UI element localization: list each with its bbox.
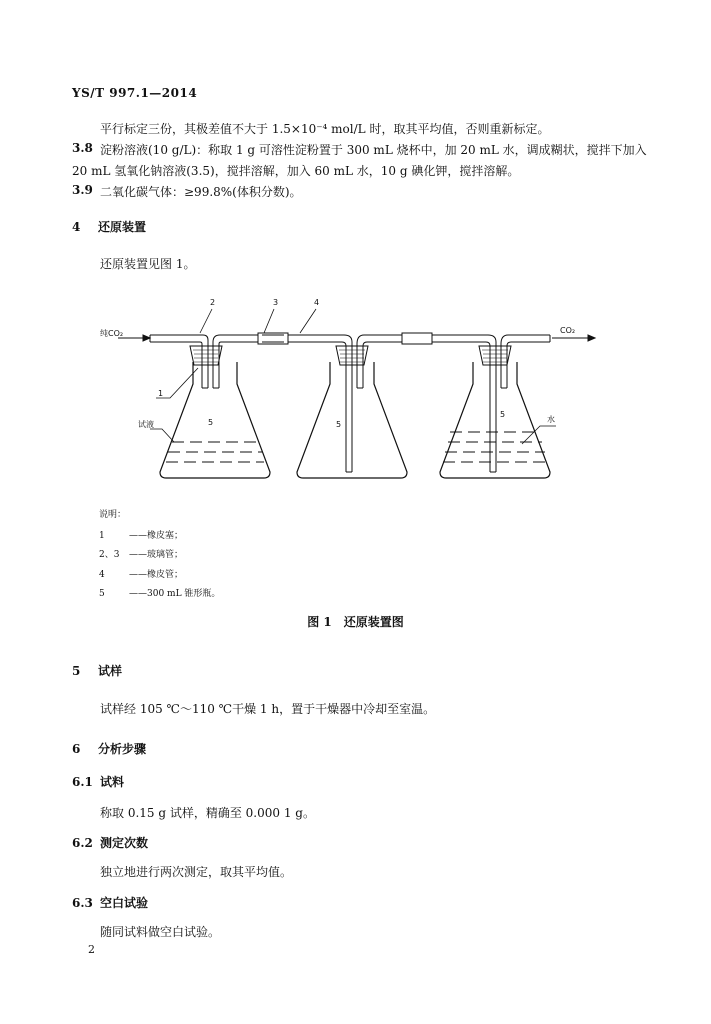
label-5c: 5	[500, 410, 506, 419]
section-4-number: 4	[72, 220, 81, 234]
subsection-6-1-text: 称取 0.15 g 试样，精确至 0.000 1 g。	[100, 806, 315, 820]
reduction-apparatus-diagram	[90, 292, 630, 492]
clause-3-8-line1: 淀粉溶液(10 g/L)：称取 1 g 可溶性淀粉置于 300 mL 烧杯中，加 20 mL 水，调成糊状，搅拌下加入	[100, 143, 647, 157]
label-3: 3	[273, 298, 279, 307]
label-sample: 试液	[138, 420, 154, 429]
legend-item: 5 ——300 mL 锥形瓶。	[99, 589, 221, 599]
section-5-text: 试样经 105 ℃～110 ℃干燥 1 h，置于干燥器中冷却至室温。	[100, 702, 436, 716]
label-2: 2	[210, 298, 216, 307]
clause-number-3-9: 3.9	[72, 183, 93, 197]
section-6-number: 6	[72, 742, 81, 756]
legend-item: 1 ——橡皮塞；	[99, 531, 184, 541]
label-1: 1	[158, 389, 164, 398]
flask-1-outline	[160, 362, 270, 478]
subsection-6-1-heading: 6.1 试料	[72, 775, 125, 789]
label-pure-co2: 纯CO₂	[100, 329, 124, 338]
flask-3-outline	[440, 362, 550, 478]
subsection-6-2-heading: 6.2 测定次数	[72, 836, 149, 850]
subsection-6-2-text: 独立地进行两次测定，取其平均值。	[100, 865, 293, 879]
section-5-heading	[72, 662, 122, 679]
label-4: 4	[314, 298, 320, 307]
section-4-title: 还原装置	[98, 220, 147, 234]
label-co2-out: CO₂	[560, 326, 576, 335]
label-5b: 5	[336, 420, 342, 429]
paragraph-calibration: 平行标定三份，其极差值不大于 1.5×10⁻⁴ mol/L 时，取其平均值，否则重新标定。	[100, 122, 550, 136]
subsection-6-3-text: 随同试料做空白试验。	[100, 925, 221, 939]
label-5a: 5	[208, 418, 214, 427]
section-6-heading	[72, 740, 146, 757]
clause-3-8-line2: 20 mL 氢氧化钠溶液(3.5)，搅拌溶解，加入 60 mL 水，10 g 碘化钾，搅拌溶解。	[72, 164, 520, 178]
legend-item: 4 ——橡皮管；	[99, 570, 184, 580]
section-4-text: 还原装置见图 1。	[100, 257, 196, 271]
clause-3-9-text: 二氧化碳气体：≥99.8%(体积分数)。	[100, 185, 302, 199]
section-5-number: 5	[72, 664, 81, 678]
section-4-heading	[72, 218, 146, 235]
section-5-title: 试样	[98, 664, 123, 678]
section-6-title: 分析步骤	[98, 742, 147, 756]
document-code: YS/T 997.1—2014	[72, 86, 198, 100]
label-water: 水	[547, 415, 555, 424]
legend-title: 说明：	[99, 510, 127, 520]
legend-item: 2、3 ——玻璃管；	[99, 550, 184, 560]
clause-number-3-8: 3.8	[72, 141, 93, 155]
page-number: 2	[88, 943, 95, 956]
figure-caption: 图 1 还原装置图	[307, 615, 404, 629]
subsection-6-3-heading: 6.3 空白试验	[72, 896, 149, 910]
